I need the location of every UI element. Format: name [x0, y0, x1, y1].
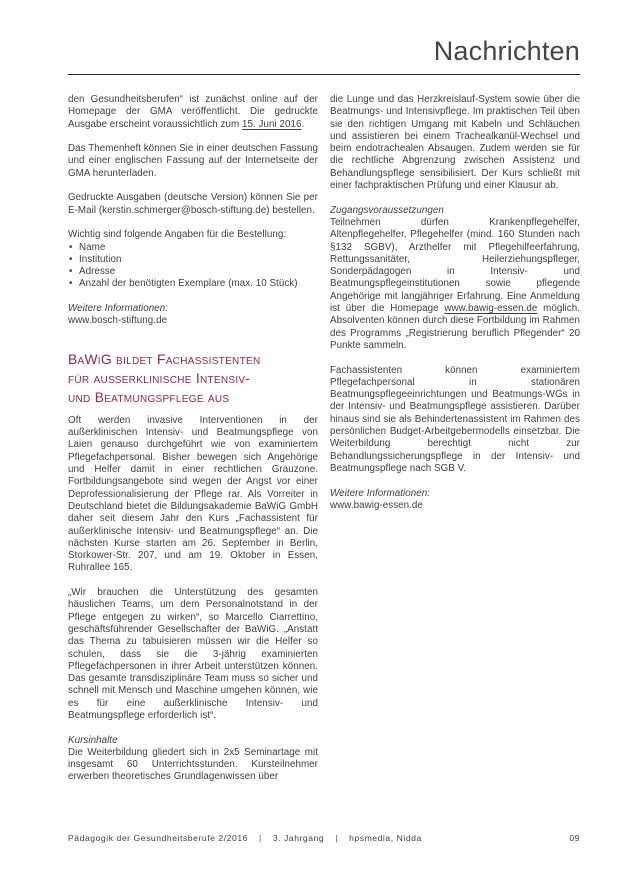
- info-url-bawig[interactable]: www.bawig-essen.de: [330, 499, 423, 511]
- bawig-homepage-link[interactable]: www.bawig-essen.de: [444, 303, 538, 315]
- date-link[interactable]: 15. Juni 2016: [241, 118, 302, 130]
- info-block-bawig: [330, 488, 580, 513]
- list-item-institution: • Institution: [68, 254, 318, 266]
- paragraph-themenheft: Das Themenheft können Sie in einer deutschen Fassung und einer englischen Fassung auf der Internetseite der GMA herunterladen.: [68, 143, 318, 179]
- paragraph-zugangsvoraussetzungen: [330, 217, 580, 352]
- heading-line: und Beatmungspflege aus: [68, 390, 230, 406]
- paragraph-kursinhalte-fortsetzung: die Lunge und das Herzkreislauf-System sowie über die Beatmungs- und Intensivpflege. Im praktischen Teil üben sie den richtigen Umgang mit Kabeln und Schläuchen und assistieren bei einem Trachealkanül-Wechsel und beim endotrachealen Absaugen. Zudem werden sie für die rechtliche Abgrenzung zwischen Assistenz und Behandlungspflege sensibilisiert. Der Kurs schließt mit einer fachpraktischen Prüfung und einer Klausur ab.: [330, 94, 580, 192]
- paragraph-gedruckte-ausgaben: Gedruckte Ausgaben (deutsche Version) können Sie per E-Mail (kerstin.schmerger@bosch-stiftung.de) bestellen.: [68, 192, 318, 216]
- footer-volume: 3. Jahrgang: [272, 833, 325, 843]
- paragraph-fachassistenten: Fachassistenten können examiniertem Pflegefachpersonal in stationären Beatmungspflegeeinrichtungen und Beatmungs-WGs in der Intensiv- und Beatmungspflege assistieren. Darüber hinaus sind sie als Behindertenassistent im Rahmen des persönlichen Budget-Arbeitgebermodells einsetzbar. Die Weiterbildung berechtigt nicht zur Behandlungssicherungspflege in der Intensiv- und Beatmungspflege nach SGB V.: [330, 364, 580, 474]
- heading-line: BaWiG bildet Fachassistenten: [68, 351, 261, 367]
- bestellung-list: [68, 242, 318, 291]
- footer-journal: Pädagogik der Gesundheitsberufe 2/2016: [68, 833, 249, 843]
- info-block-bosch: [68, 303, 318, 328]
- list-item-name: • Name: [68, 242, 318, 254]
- paragraph-kurs-intro: Oft werden invasive Interventionen in der außerklinischen Intensiv- und Beatmungspflege von Laien genauso durchgeführt wie von examiniertem Pflegefachpersonal. Bisher bewegen sich Angehörige und Helfer damit in einer rechtlichen Grauzone. Fortbildungsangebote sind wegen der Angst vor einer Deprofessionalisierung der Pflege rar. Als Vorreiter in Deutschland bietet die Bildungsakademie BaWiG GmbH daher seit diesem Jahr den Kurs „Fachassistent für außerklinische Intensiv- und Beatmungspflege“ an. Die nächsten Kurse starten am 26. September in Berlin, Storkower-Str. 207, und am 19. Oktober in Essen, Ruhrallee 165.: [68, 414, 318, 574]
- page-title: Nachrichten: [433, 36, 580, 66]
- page-footer: [68, 833, 580, 843]
- paragraph-bestellung-intro: Wichtig sind folgende Angaben für die Bestellung:: [68, 229, 287, 241]
- article-heading: [68, 350, 318, 408]
- paragraph-gma-online: [68, 94, 318, 131]
- footer-separator: |: [335, 833, 339, 843]
- article-columns: [68, 94, 580, 796]
- list-item-adresse: • Adresse: [68, 266, 318, 278]
- header-divider: [68, 74, 580, 75]
- paragraph-zitat: „Wir brauchen die Unterstützung des gesamten häuslichen Teams, um dem Personalnotstand in der Pflege entgegen zu wirken“, so Marcello Ciarrettino, geschäftsführender Gesellschafter der BaWiG. „Anstatt das Thema zu tabuisieren müssen wir die Helfer so schulen, dass sie die 3-jährig examinierten Pflegefachpersonen in ihrer Arbeit unterstützen können. Das gesamte transdisziplinäre Team muss so sicher und schnell mit Mensch und Maschine umgehen können, wie es für eine außerklinische Intensiv- und Beatmungspflege erforderlich ist“.: [68, 587, 318, 721]
- paragraph-text: Teilnehmen dürfen Krankenpflegehelfer, Altenpflegehelfer, Pflegehelfer (mind. 160 Stunden nach §132 SGBV), Arzthelfer mit Pflegehilfeerfahrung, Rettungssanitäter, Heilerziehungspfleger, Sonderpädagogen in Intensiv- und Beatmungspflegeinstitutionen sowie pflegende Angehörige mit langjähriger Erfahrung. Eine Anmeldung ist über die Homepage: [330, 216, 580, 315]
- list-item-exemplare: • Anzahl der benötigten Exemplare (max. 10 Stück): [68, 278, 318, 290]
- paragraph-kursinhalte: Die Weiterbildung gliedert sich in 2x5 Seminartage mit insgesamt 60 Unterrichtsstunden. Kursteilnehmer erwerben theoretisches Grundlagenwissen über: [68, 746, 318, 783]
- zugangsvoraussetzungen-label: Zugangsvoraussetzungen: [330, 204, 444, 216]
- right-column: [330, 94, 580, 796]
- footer-publisher: hpsmedia, Nidda: [349, 833, 422, 843]
- info-label: Weitere Informationen:: [68, 303, 169, 315]
- info-label: Weitere Informationen:: [330, 487, 431, 499]
- heading-line: für außerklinische Intensiv-: [68, 371, 251, 387]
- left-column: [68, 94, 318, 796]
- info-url-bosch[interactable]: www.bosch-stiftung.de: [68, 315, 168, 327]
- kursinhalte-label: Kursinhalte: [68, 734, 118, 746]
- paragraph-text: den Gesundheitsberufen“ ist zunächst online auf der Homepage der GMA veröffentlicht. Die gedruckte Ausgabe erscheint voraussichtlich zum: [68, 94, 318, 130]
- footer-left: [68, 833, 422, 843]
- footer-page-number: 09: [569, 833, 580, 843]
- footer-separator: |: [259, 833, 262, 843]
- paragraph-text: möglich. Absolventen können durch diese Fortbildung im Rahmen des Programms „Registrierung beruflich Pflegender“ 20 Punkte sammeln.: [330, 303, 580, 351]
- paragraph-text: .: [301, 118, 305, 130]
